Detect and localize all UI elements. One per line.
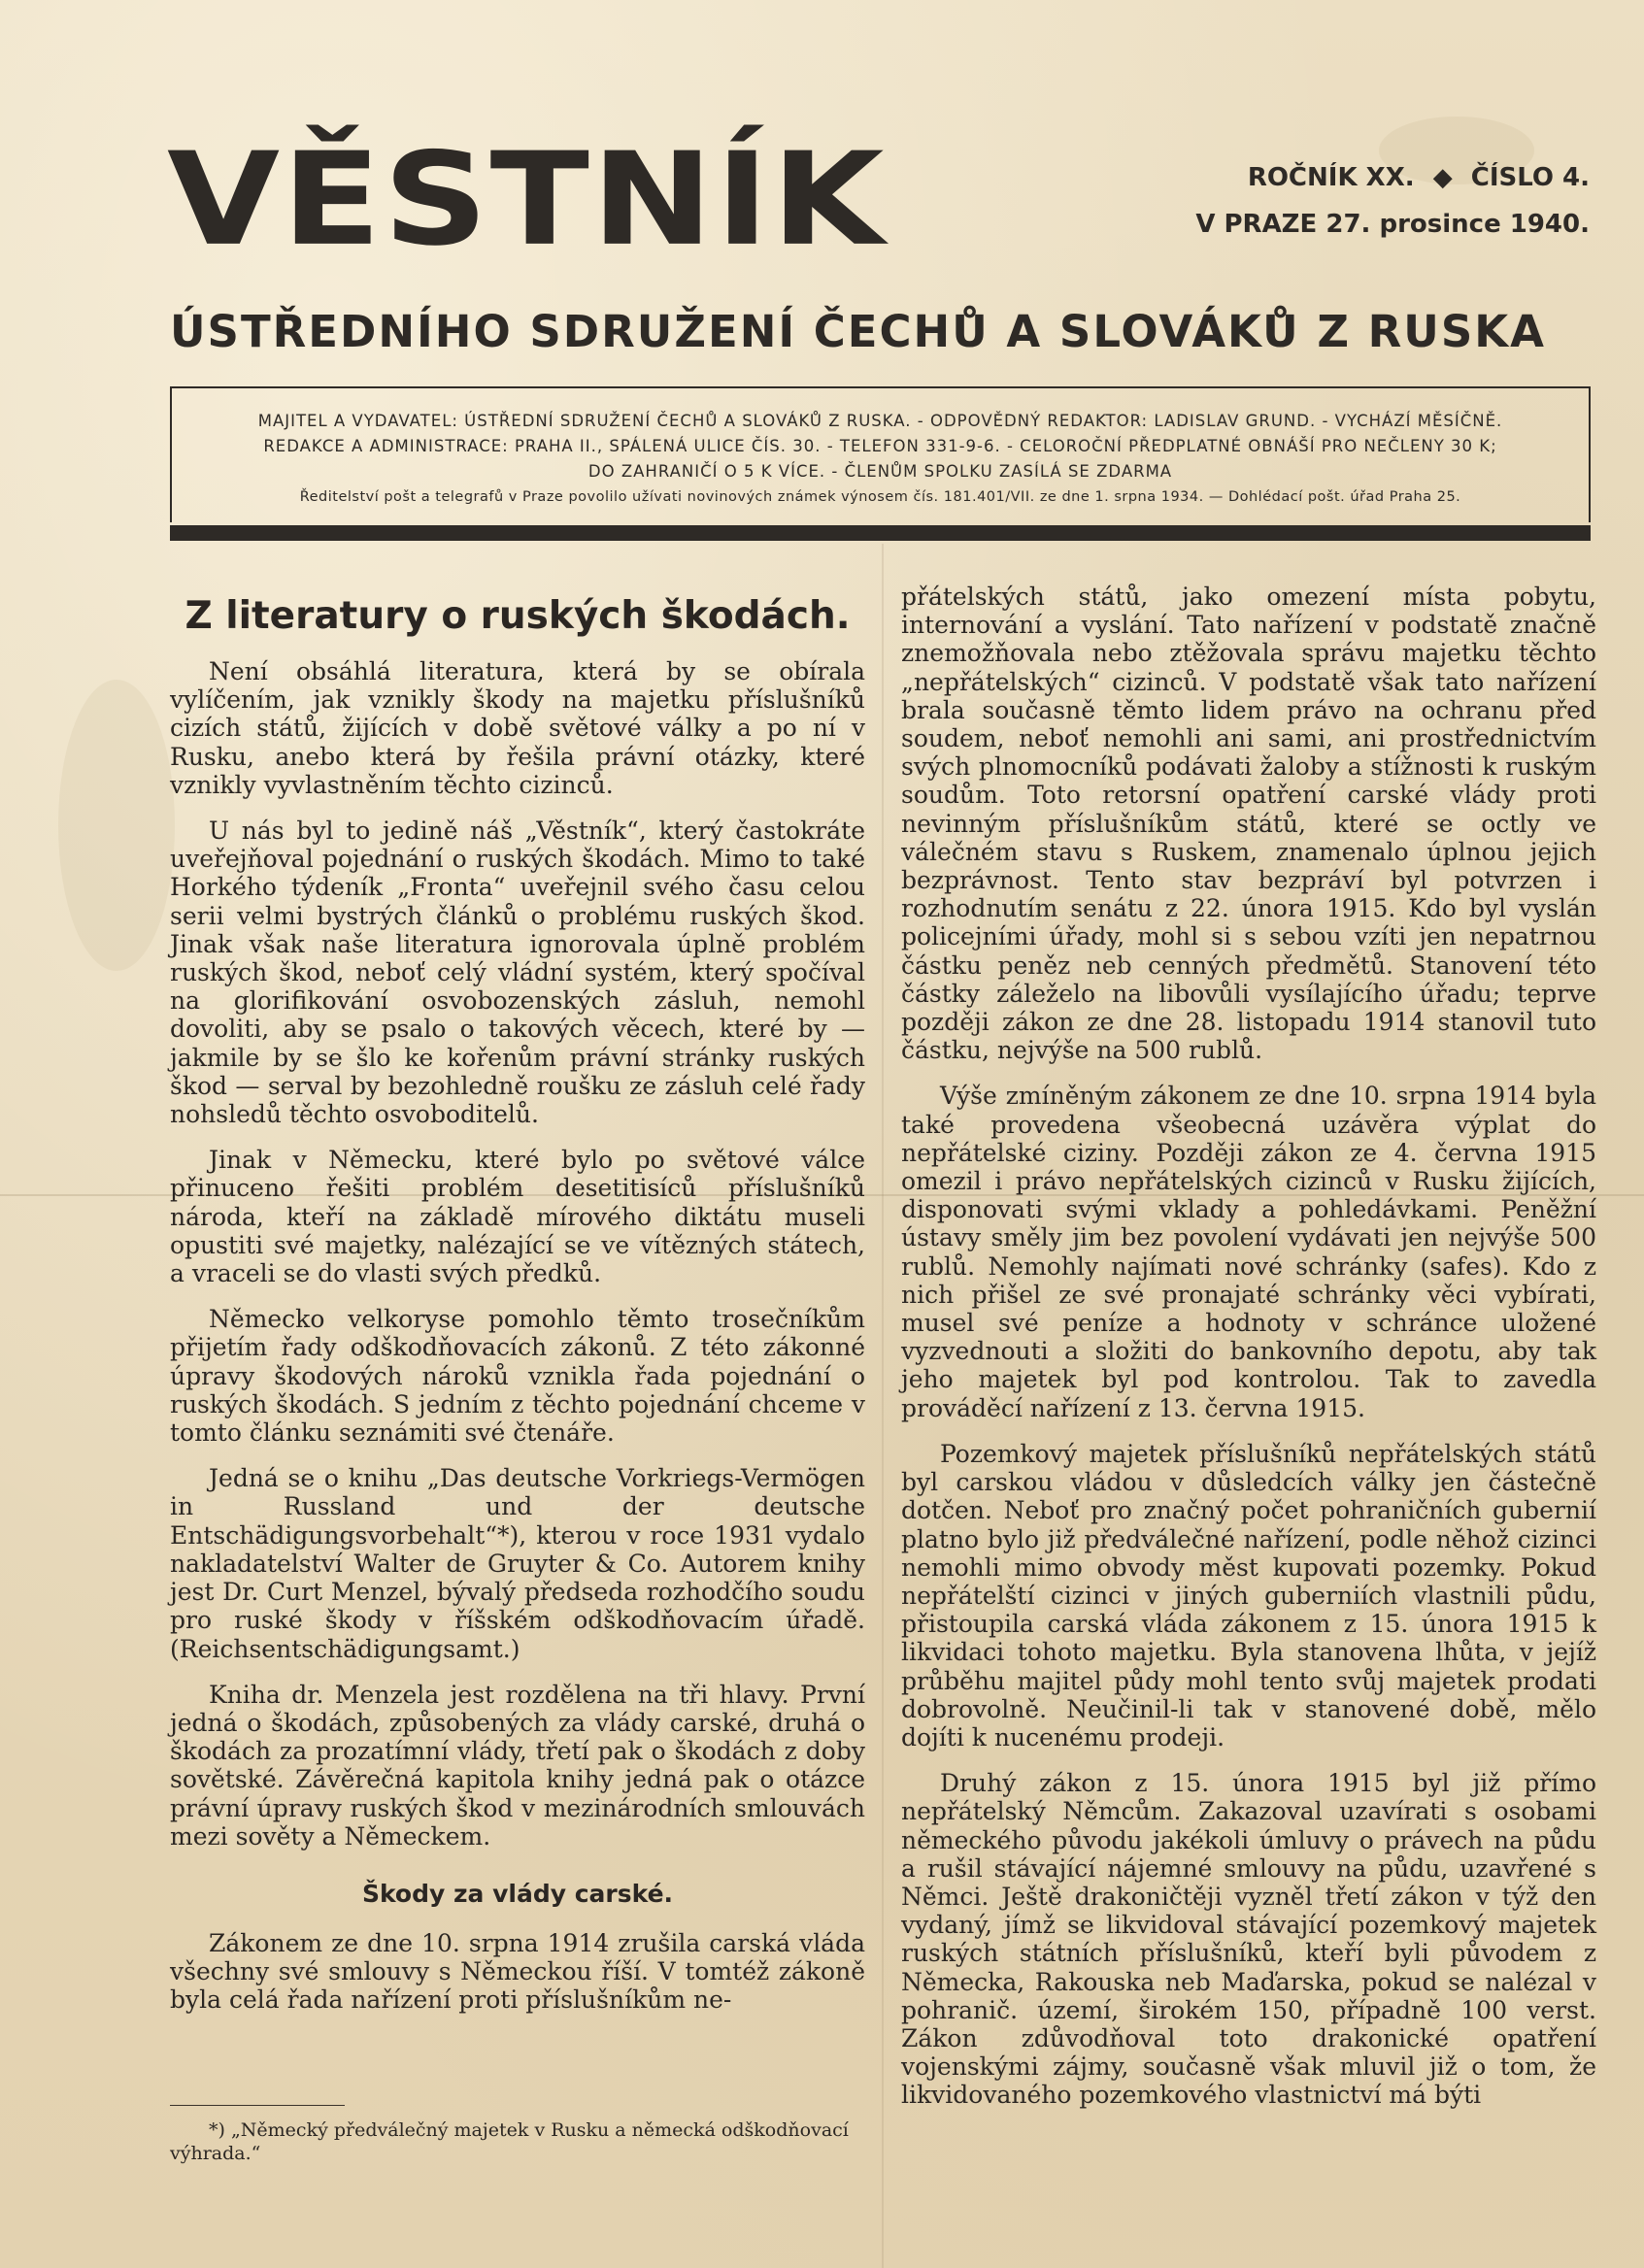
- paragraph: Zákonem ze dne 10. srpna 1914 zrušila carská vláda všechny své smlouvy s Německou říší. V tomtéž zákoně byla celá řada nařízení proti příslušníkům ne-: [170, 1928, 865, 2015]
- paper-stain: [58, 680, 175, 971]
- article-title: Z literatury o ruských škodách.: [185, 594, 851, 638]
- paragraph: přátelských států, jako omezení místa pobytu, internování a vyslání. Tato nařízení v podstatě značně znemožňovala nebo ztěžovala správu majetku těchto „nepřátelských“ cizinců. V podstatě však tato nařízení brala současně těmto lidem právo na ochranu před soudem, neboť nemohli ani sami, ani prostřednictvím svých plnomocníků podávati žaloby a stížnosti k ruským soudům. Toto retorsní opatření carské vlády proti nevinným příslušníkům států, které se octly ve válečném stavu s Ruskem, znamenalo úplnou jejich bezprávnost. Tento stav bezpráví byl potvrzen i rozhodnutím senátu z 22. února 1915. Kdo byl vyslán policejními úřady, mohl si s sebou vzíti jen nepatrnou částku peněz neb cenných předmětů. Stanovení této částky záleželo na libovůli vysílajícího úřadu; teprve později zákon ze dne 28. listopadu 1914 stanovil tuto částku, nejvýše na 500 rublů.: [901, 583, 1596, 1065]
- subscription-line: DO ZAHRANIČÍ O 5 K VÍCE. - ČLENŮM SPOLKU ZASÍLÁ SE ZDARMA: [587, 462, 1173, 481]
- paragraph: Pozemkový majetek příslušníků nepřátelských států byl carskou vládou v důsledcích války jen částečně dotčen. Neboť pro značný počet pohraničních gubernií platno bylo již předválečné nařízení, podle něhož cizinci nemohli mimo obvody měst kupovati pozemky. Pokud nepřátelští cizinci v jiných guberniích vlastnili půdu, přistoupila carská vláda zákonem z 15. února 1915 k likvidaci tohoto majetku. Byla stanovena lhůta, v jejíž průběhu majitel půdy mohl tento svůj majetek prodati dobrovolně. Neučinil-li tak v stanovené době, mělo dojíti k nucenému prodeji.: [901, 1439, 1596, 1751]
- footnote: *) „Německý předválečný majetek v Rusku a německá odškodňovací výhrada.“: [170, 2119, 849, 2164]
- date-line: V PRAZE 27. prosince 1940.: [1195, 210, 1590, 239]
- newspaper-title: VĚSTNÍK: [167, 125, 887, 275]
- issue-number: [1182, 163, 1590, 192]
- article-column-left: [170, 594, 865, 2032]
- paragraph: Jedná se o knihu „Das deutsche Vorkriegs-Vermögen in Russland und der deutsche Entschädigungsvorbehalt“*), kterou v roce 1931 vydalo nakladatelství Walter de Gruyter & Co. Autorem knihy jest Dr. Curt Menzel, bývalý předseda rozhodčího soudu pro ruské škody v říšském odškodňovacím úřadě. (Reichsentschädigungsamt.): [170, 1464, 865, 1663]
- paragraph: Druhý zákon z 15. února 1915 byl již přímo nepřátelský Němcům. Zakazoval uzavírati s osobami německého původu jakékoli úmluvy o právech na půdu a rušil stávající nájemné smlouvy na půdu, uzavřené s Němci. Ještě drakoničtěji vyzněl třetí zákon v týž den vydaný, jímž se likvidoval stávající pozemkový majetek ruských státních příslušníků, kteří byli původem z Německa, Rakouska neb Maďarska, pokud se nalézal v pohranič. území, širokém 150, případně 100 verst. Zákon zdůvodňoval toto drakonické opatření vojenskými zájmy, současně však mluvil již o tom, že likvidovaného pozemkového vlastnictví má býti: [901, 1769, 1596, 2110]
- paragraph: U nás byl to jedině náš „Věstník“, který častokráte uveřejňoval pojednání o ruských škodách. Mimo to také Horkého týdeník „Fronta“ uveřejnil svého času celou serii velmi bystrých článků o problému ruských škod. Jinak však naše literatura ignorovala úplně problém ruských škod, neboť celý vládní systém, který spočíval na glorifikování osvobozenských zásluh, nemohl dovoliti, aby se psalo o takových věcech, které by — jakmile by se šlo ke kořenům právní stránky ruských škod — serval by bezohledně roušku ze zásluh celé řady nohsledů těchto osvoboditelů.: [170, 817, 865, 1129]
- paragraph: Německo velkoryse pomohlo těmto trosečníkům přijetím řady odškodňovacích zákonů. Z této zákonné úpravy škodových nároků vznikla řada pojednání o ruských škodách. S jedním z těchto pojednání chceme v tomto článku seznámiti své čtenáře.: [170, 1305, 865, 1448]
- paper-fold: [882, 544, 884, 2268]
- paragraph: Kniha dr. Menzela jest rozdělena na tři hlavy. První jedná o škodách, způsobených za vlády carské, druhá o škodách za prozatímní vlády, třetí pak o škodách z doby sovětské. Závěrečná kapitola knihy jedná pak o otázce právní úpravy ruských škod v mezinárodních smlouvách mezi sověty a Německem.: [170, 1680, 865, 1851]
- footnote-rule: [170, 2105, 345, 2106]
- section-heading: Škody za vlády carské.: [361, 1879, 674, 1908]
- publisher-info-box: [170, 386, 1591, 522]
- article-column-right: [901, 583, 1596, 2127]
- paragraph: Výše zmíněným zákonem ze dne 10. srpna 1914 byla také provedena všeobecná uzávěra výplat do nepřátelské ciziny. Později zákon ze 4. června 1915 omezil i právo nepřátelských cizinců v Rusku žijících, disponovati svými vklady a pohledávkami. Peněžní ústavy směly jim bez povolení vydávati jen nejvýše 500 rublů. Nemohly najímati nové schránky (safes). Kdo z nich přišel ze své pronajaté schránky věci vybírati, musel své peníze a hodnoty v schránce uložené vyzvednouti a složiti do bankovního depotu, aby tak jeho majetek byl pod kontrolou. Tak to zavedla prováděcí nařízení z 13. června 1915.: [901, 1082, 1596, 1422]
- issue-label: ČÍSLO 4.: [1470, 163, 1590, 192]
- paragraph: Není obsáhlá literatura, která by se obírala vylíčením, jak vznikly škody na majetku příslušníků cizích států, žijících v době světové války a po ní v Rusku, anebo která by řešila právní otázky, které vznikly vyvlastněním těchto cizinců.: [170, 657, 865, 799]
- postal-permit-line: Ředitelství pošt a telegrafů v Praze povolilo užívati novinových známek výnosem čís. 181.401/VII. ze dne 1. srpna 1934. — Dohlédací pošt. úřad Praha 25.: [299, 489, 1461, 505]
- newspaper-subtitle: ÚSTŘEDNÍHO SDRUŽENÍ ČECHŮ A SLOVÁKŮ Z RUSKA: [170, 306, 1546, 357]
- volume-label: ROČNÍK XX.: [1247, 163, 1415, 192]
- diamond-icon: ◆: [1432, 163, 1453, 192]
- editorial-line: REDAKCE A ADMINISTRACE: PRAHA II., SPÁLENÁ ULICE ČÍS. 30. - TELEFON 331-9-6. - CELOROČNÍ PŘEDPLATNÉ OBNÁŠÍ PRO NEČLENY 30 K;: [263, 437, 1497, 455]
- masthead-rule: [170, 525, 1591, 541]
- publisher-line: MAJITEL A VYDAVATEL: ÚSTŘEDNÍ SDRUŽENÍ ČECHŮ A SLOVÁKŮ Z RUSKA. - ODPOVĚDNÝ REDAKTOR: LADISLAV GRUND. - VYCHÁZÍ MĚSÍČNĚ.: [257, 412, 1503, 430]
- paragraph: Jinak v Německu, které bylo po světové válce přinuceno řešiti problém desetitisíců příslušníků národa, kteří na základě mírového diktátu museli opustiti své majetky, nalézající se ve vítězných státech, a vraceli se do vlasti svých předků.: [170, 1146, 865, 1288]
